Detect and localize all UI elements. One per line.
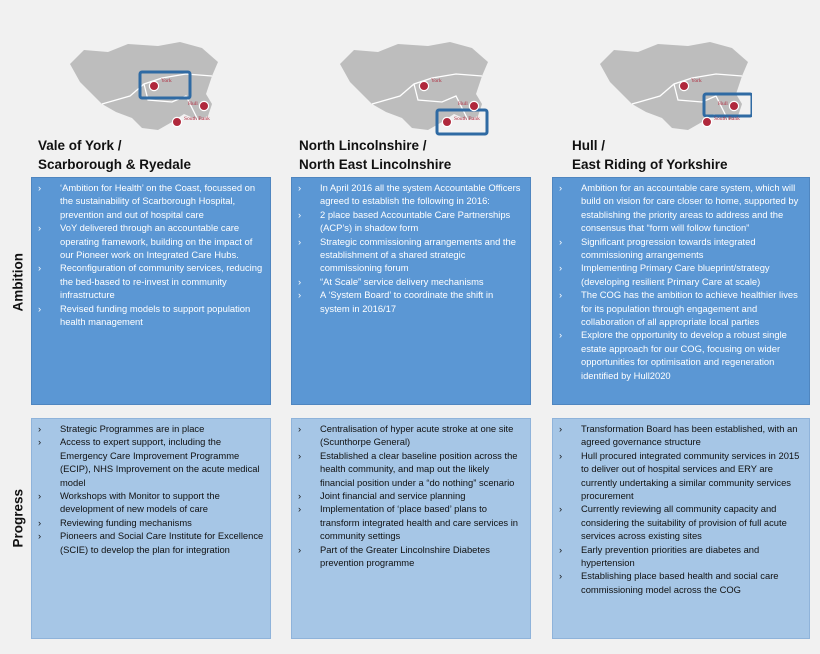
map-vale-of-york [62,38,222,138]
york-marker [679,81,688,90]
list-item: › Established a clear baseline position across the health community, and map out the likely financial position under a “do nothing” scenario [298,449,524,489]
list-item: › Implementing Primary Care blueprint/strategy (developing resilient Primary Care at scale) [559,261,803,288]
hull-marker [199,101,208,110]
york-label: York [431,78,442,84]
list-item: › Currently reviewing all community capacity and considering the suitability of provision of full acute services across existing sites [559,502,803,542]
list-item: › Hull procured integrated community services in 2015 to deliver out of hospital services and ERY are currently undertaking a similar community services procurement [559,449,803,503]
york-label: York [161,78,172,84]
title-line: Vale of York / [38,138,122,153]
column-title-hull [572,136,728,174]
list-item: › Strategic Programmes are in place [38,422,264,435]
list-item: › Reconfiguration of community services, reducing the bed-based to re-invest in community infrastructure [38,261,264,301]
list-item: › Explore the opportunity to develop a robust single estate approach for our COG, focusing on wider opportunities for optimisation and regeneration identified by Hull2020 [559,328,803,382]
column-title-vale-of-york [38,136,191,174]
ambition-box-vale-of-york [31,177,271,405]
south-bank-marker [172,117,181,126]
list-item: › VoY delivered through an accountable care operating framework, building on the impact of our Pioneer work on Integrated Care Hubs. [38,221,264,261]
column-title-north-lincolnshire [299,136,451,174]
ambition-box-hull [552,177,810,405]
list-item: › Access to expert support, including the Emergency Care Improvement Programme (ECIP), NHS Improvement on the acute medical model [38,435,264,489]
list-item: › A ‘System Board’ to coordinate the shift in system in 2016/17 [298,288,524,315]
list-item: › Revised funding models to support population health management [38,302,264,329]
title-line: North East Lincolnshire [299,157,452,172]
list-item: › Significant progression towards integrated commissioning arrangements [559,235,803,262]
progress-row-label: Progress [10,488,26,548]
title-line: Scarborough & Ryedale [38,157,192,172]
list-item: › Part of the Greater Lincolnshire Diabetes prevention programme [298,543,524,570]
map-hull [592,38,752,138]
list-item: › Implementation of ‘place based’ plans to transform integrated health and care services in community settings [298,502,524,542]
york-marker [149,81,158,90]
york-label: York [691,78,702,84]
list-item: › “At Scale” service delivery mechanisms [298,275,524,288]
title-line: East Riding of Yorkshire [572,157,728,172]
hull-label: Hull [458,101,468,107]
list-item: › In April 2016 all the system Accountable Officers agreed to establish the following in 2016: [298,181,524,208]
list-item: › Establishing place based health and social care commissioning model across the COG [559,569,803,596]
list-item: › Reviewing funding mechanisms [38,516,264,529]
south-bank-label: South Bank [714,116,740,122]
hull-marker [729,101,738,110]
list-item: › Ambition for an accountable care system, which will build on vision for care closer to home, supported by establishing the priority areas to address and the consensus that “form will follow function” [559,181,803,235]
list-item: › 2 place based Accountable Care Partnerships (ACP’s) in shadow form [298,208,524,235]
progress-box-hull [552,418,810,639]
list-item: › Pioneers and Social Care Institute for Excellence (SCIE) to develop the plan for integration [38,529,264,556]
ambition-box-north-lincolnshire [291,177,531,405]
title-line: North Lincolnshire / [299,138,427,153]
title-line: Hull / [572,138,605,153]
south-bank-label: South Bank [454,116,480,122]
list-item: › ‘Ambition for Health’ on the Coast, focussed on the sustainability of Scarborough Hospital, prevention and out of hospital care [38,181,264,221]
list-item: › Joint financial and service planning [298,489,524,502]
list-item: › Strategic commissioning arrangements and the establishment of a shared strategic commissioning forum [298,235,524,275]
list-item: › The COG has the ambition to achieve healthier lives for its population through engagement and collaboration of all appropriate local parties [559,288,803,328]
hull-label: Hull [718,101,728,107]
map-north-lincolnshire [332,38,492,138]
south-bank-marker [442,117,451,126]
south-bank-label: South Bank [184,116,210,122]
york-marker [419,81,428,90]
hull-label: Hull [188,101,198,107]
south-bank-marker [702,117,711,126]
list-item: › Early prevention priorities are diabetes and hypertension [559,543,803,570]
list-item: › Workshops with Monitor to support the development of new models of care [38,489,264,516]
progress-box-north-lincolnshire [291,418,531,639]
ambition-row-label: Ambition [10,253,26,312]
list-item: › Centralisation of hyper acute stroke at one site (Scunthorpe General) [298,422,524,449]
hull-marker [469,101,478,110]
list-item: › Transformation Board has been established, with an agreed governance structure [559,422,803,449]
progress-box-vale-of-york [31,418,271,639]
